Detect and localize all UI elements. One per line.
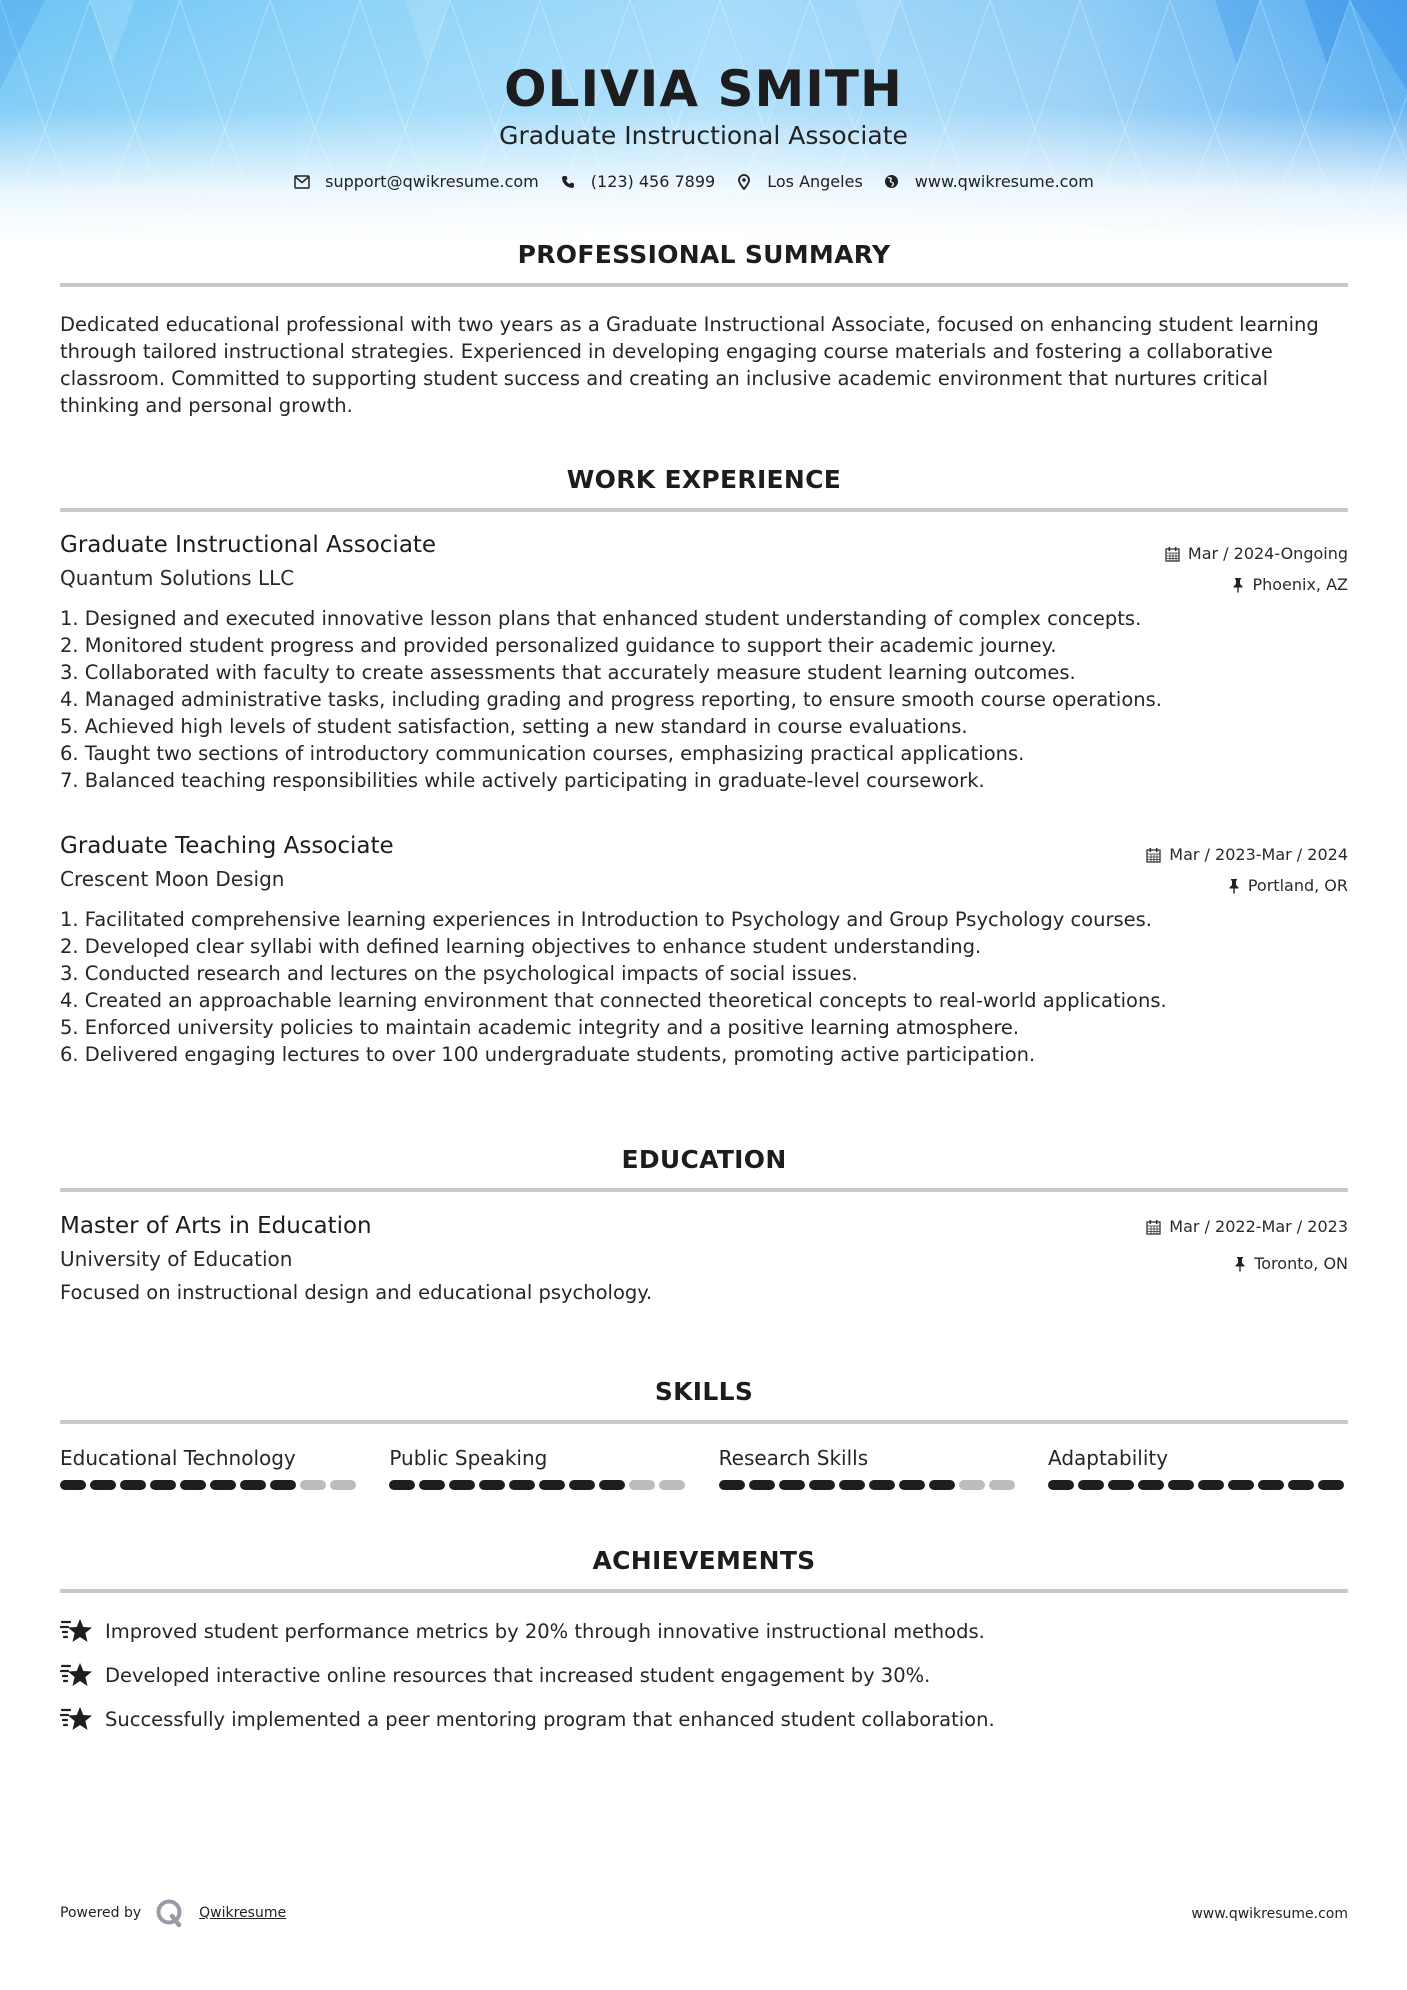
contact-email-text: support@qwikresume.com: [325, 172, 539, 191]
degree-title: Master of Arts in Education: [60, 1213, 372, 1239]
education-description: Focused on instructional design and educational psychology.: [60, 1281, 653, 1304]
pushpin-icon: [1232, 577, 1244, 593]
section-title: EDUCATION: [621, 1145, 787, 1174]
rating-segment-filled: [899, 1480, 925, 1490]
skill-rating-bar: [1048, 1480, 1348, 1490]
job-dates-text: Mar / 2023-Mar / 2024: [1169, 845, 1348, 864]
job-title: Graduate Instructional Associate: [60, 532, 437, 558]
rating-segment-filled: [1048, 1480, 1074, 1490]
rating-segment-empty: [629, 1480, 655, 1490]
bullet-item: 7. Balanced teaching responsibilities while actively participating in graduate-level coursework.: [60, 769, 985, 792]
bullet-item: 4. Created an approachable learning environment that connected theoretical concepts to real-world applications.: [60, 989, 1167, 1012]
section-divider: [60, 1188, 1348, 1192]
contact-phone[interactable]: [559, 172, 735, 191]
achievement-item: [60, 1609, 1348, 1653]
achievement-text: Successfully implemented a peer mentoring program that enhanced student collaboration.: [105, 1707, 995, 1731]
rating-segment-filled: [1108, 1480, 1134, 1490]
skill-item: [60, 1446, 360, 1490]
education-entry: [60, 1213, 1348, 1306]
rating-segment-empty: [959, 1480, 985, 1490]
achievement-item: [60, 1653, 1348, 1697]
section-header-summary: [60, 240, 1348, 287]
skill-name: Public Speaking: [389, 1446, 548, 1470]
contact-location-text: Los Angeles: [767, 172, 863, 191]
rating-segment-filled: [719, 1480, 745, 1490]
contact-website[interactable]: [883, 172, 1114, 191]
bullet-item: 3. Collaborated with faculty to create assessments that accurately measure student learning outcomes.: [60, 661, 1076, 684]
rating-segment-filled: [150, 1480, 176, 1490]
rating-segment-filled: [60, 1480, 86, 1490]
education-dates-text: Mar / 2022-Mar / 2023: [1169, 1217, 1348, 1236]
bullet-item: 6. Delivered engaging lectures to over 100 undergraduate students, promoting active participation.: [60, 1043, 1036, 1066]
achievements-list: [60, 1609, 1348, 1741]
bullet-item: 2. Developed clear syllabi with defined learning objectives to enhance student understanding.: [60, 935, 982, 958]
bullet-item: 5. Achieved high levels of student satisfaction, setting a new standard in course evaluations.: [60, 715, 968, 738]
education-location-text: Toronto, ON: [1254, 1254, 1348, 1273]
section-header-education: [60, 1145, 1348, 1192]
candidate-name: OLIVIA SMITH: [504, 60, 903, 118]
skill-rating-bar: [719, 1480, 1019, 1490]
job-bullets: [60, 605, 1348, 794]
job-company: Quantum Solutions LLC: [60, 566, 295, 590]
calendar-icon: [1146, 847, 1161, 863]
section-divider: [60, 508, 1348, 512]
rating-segment-filled: [749, 1480, 775, 1490]
achievement-text: Developed interactive online resources that increased student engagement by 30%.: [105, 1663, 931, 1687]
skill-name: Research Skills: [718, 1446, 869, 1470]
achievement-item: [60, 1697, 1348, 1741]
achievement-text: Improved student performance metrics by 20% through innovative instructional methods.: [105, 1619, 985, 1643]
rating-segment-filled: [1138, 1480, 1164, 1490]
skill-item: [389, 1446, 689, 1490]
education-dates: [1146, 1217, 1348, 1236]
job-company: Crescent Moon Design: [60, 867, 285, 891]
powered-by-label: Powered by: [60, 1905, 142, 1921]
job-dates-text: Mar / 2024-Ongoing: [1187, 544, 1348, 563]
rating-segment-filled: [419, 1480, 445, 1490]
rating-segment-filled: [569, 1480, 595, 1490]
school-name: University of Education: [60, 1247, 293, 1271]
section-title: PROFESSIONAL SUMMARY: [517, 240, 891, 269]
job-title: Graduate Teaching Associate: [60, 833, 394, 859]
rating-segment-filled: [539, 1480, 565, 1490]
footer-powered-by: [60, 1898, 286, 1928]
rating-segment-filled: [509, 1480, 535, 1490]
rating-segment-empty: [300, 1480, 326, 1490]
rating-segment-filled: [210, 1480, 236, 1490]
envelope-icon: [293, 173, 311, 191]
bullet-item: 5. Enforced university policies to maintain academic integrity and a positive learning atmosphere.: [60, 1016, 1020, 1039]
skill-name: Educational Technology: [60, 1446, 296, 1470]
rating-segment-filled: [929, 1480, 955, 1490]
section-divider: [60, 283, 1348, 287]
contact-phone-text: (123) 456 7899: [590, 172, 716, 191]
rating-segment-filled: [389, 1480, 415, 1490]
shooting-star-icon: [60, 1660, 94, 1690]
pushpin-icon: [1234, 1256, 1246, 1272]
contact-email[interactable]: [293, 172, 559, 191]
contact-location: [735, 172, 883, 191]
job-bullets: [60, 906, 1348, 1068]
rating-segment-filled: [240, 1480, 266, 1490]
calendar-icon: [1146, 1219, 1161, 1235]
rating-segment-filled: [120, 1480, 146, 1490]
globe-icon: [883, 173, 901, 191]
job-location-text: Portland, OR: [1247, 876, 1348, 895]
rating-segment-empty: [330, 1480, 356, 1490]
rating-segment-filled: [1168, 1480, 1194, 1490]
contact-website-text: www.qwikresume.com: [914, 172, 1094, 191]
rating-segment-filled: [1078, 1480, 1104, 1490]
rating-segment-filled: [599, 1480, 625, 1490]
calendar-icon: [1165, 546, 1180, 562]
skill-item: [719, 1446, 1019, 1490]
bullet-item: 1. Facilitated comprehensive learning experiences in Introduction to Psychology and Group Psychology courses.: [60, 908, 1152, 931]
rating-segment-filled: [479, 1480, 505, 1490]
job-location: [1232, 575, 1348, 594]
rating-segment-filled: [1228, 1480, 1254, 1490]
rating-segment-filled: [839, 1480, 865, 1490]
skill-rating-bar: [60, 1480, 360, 1490]
bullet-item: 6. Taught two sections of introductory communication courses, emphasizing practical applications.: [60, 742, 1025, 765]
pushpin-icon: [1228, 878, 1240, 894]
skill-rating-bar: [389, 1480, 689, 1490]
candidate-title: Graduate Instructional Associate: [499, 121, 908, 150]
section-header-skills: [60, 1377, 1348, 1424]
phone-icon: [559, 173, 577, 191]
contact-bar: [0, 172, 1407, 191]
job-dates: [1165, 544, 1348, 563]
qwikresume-link[interactable]: Qwikresume: [199, 1905, 287, 1921]
rating-segment-empty: [989, 1480, 1015, 1490]
bullet-item: 1. Designed and executed innovative lesson plans that enhanced student understanding of complex concepts.: [60, 607, 1142, 630]
section-divider: [60, 1420, 1348, 1424]
bullet-item: 3. Conducted research and lectures on the psychological impacts of social issues.: [60, 962, 858, 985]
job-entry: [60, 833, 1348, 1068]
section-title: SKILLS: [654, 1377, 754, 1406]
rating-segment-filled: [869, 1480, 895, 1490]
section-title: WORK EXPERIENCE: [566, 465, 842, 494]
section-header-experience: [60, 465, 1348, 512]
shooting-star-icon: [60, 1616, 94, 1646]
resume-header: [0, 0, 1407, 240]
header-triangle-pattern: [0, 0, 1407, 240]
skill-name: Adaptability: [1047, 1446, 1169, 1470]
bullet-item: 2. Monitored student progress and provided personalized guidance to support their academic journey.: [60, 634, 1057, 657]
rating-segment-filled: [779, 1480, 805, 1490]
map-marker-icon: [735, 173, 753, 191]
rating-segment-filled: [1198, 1480, 1224, 1490]
rating-segment-empty: [659, 1480, 685, 1490]
job-location-text: Phoenix, AZ: [1252, 575, 1348, 594]
education-location: [1234, 1254, 1348, 1273]
rating-segment-filled: [809, 1480, 835, 1490]
section-divider: [60, 1589, 1348, 1593]
rating-segment-filled: [1258, 1480, 1284, 1490]
rating-segment-filled: [449, 1480, 475, 1490]
qwikresume-logo-icon: [155, 1898, 185, 1928]
rating-segment-filled: [1288, 1480, 1314, 1490]
skill-item: [1048, 1446, 1348, 1490]
bullet-item: 4. Managed administrative tasks, including grading and progress reporting, to ensure smooth course operations.: [60, 688, 1162, 711]
section-title: ACHIEVEMENTS: [592, 1546, 816, 1575]
rating-segment-filled: [1318, 1480, 1344, 1490]
job-entry: [60, 532, 1348, 794]
section-header-achievements: [60, 1546, 1348, 1593]
rating-segment-filled: [180, 1480, 206, 1490]
rating-segment-filled: [90, 1480, 116, 1490]
job-dates: [1146, 845, 1348, 864]
job-location: [1228, 876, 1348, 895]
summary-text: Dedicated educational professional with two years as a Graduate Instructional Associate, focused on enhancing student learning through tailored instructional strategies. Experienced in developing engaging course materials and fostering a collaborative classroom. Committed to supporting student success and creating an inclusive academic environment that nurtures critical thinking and personal growth.: [60, 313, 1319, 417]
skills-list: [60, 1446, 1348, 1490]
shooting-star-icon: [60, 1704, 94, 1734]
footer-website[interactable]: www.qwikresume.com: [1191, 1906, 1348, 1922]
rating-segment-filled: [270, 1480, 296, 1490]
